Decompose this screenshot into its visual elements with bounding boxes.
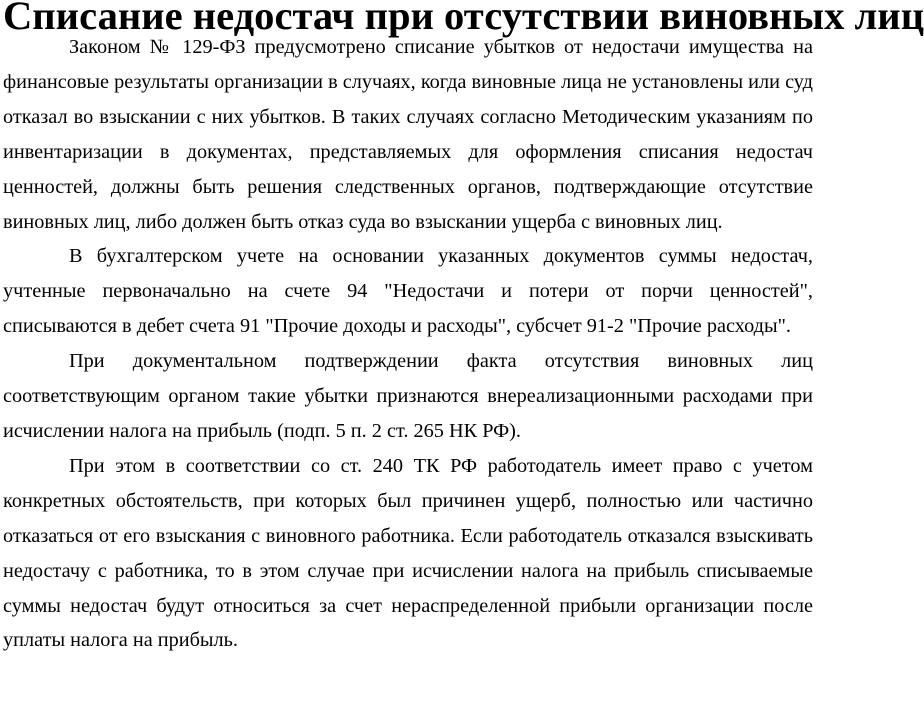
paragraph-tax-expenses: При документальном подтверждении факта отсутствия виновных лиц соответствующим органом такие убытки признаются внереализационными расходами при исчислении налога на прибыль (подп. 5 п. 2 ст. 265 НК РФ). (3, 350, 813, 442)
paragraph-accounting-entries: В бухгалтерском учете на основании указанных документов суммы недостач, учтенные первоначально на счете 94 "Недостачи и потери от порчи ценностей", списываются в дебет счета 91 "Прочие доходы и расходы", субсчет 91-2 "Прочие расходы". (3, 245, 813, 338)
document-title: Списание недостач при отсутствии виновных лиц (3, 0, 924, 38)
document-page (3, 0, 924, 658)
paragraph-write-off-law: Законом № 129-ФЗ предусмотрено списание убытков от недостачи имущества на финансовые результаты организации в случаях, когда виновные лица не установлены или суд отказал во взыскании с них убытков. В таких случаях согласно Методическим указаниям по инвентаризации в документах, представляемых для оформления списания недостач ценностей, должны быть решения следственных органов, подтверждающие отсутствие виновных лиц, либо должен быть отказ суда во взыскании ущерба с виновных лиц. (3, 36, 813, 233)
paragraph-employer-rights: При этом в соответствии со ст. 240 ТК РФ работодатель имеет право с учетом конкретных обстоятельств, при которых был причинен ущерб, полностью или частично отказаться от его взыскания с виновного работника. Если работодатель отказался взыскивать недостачу с работника, то в этом случае при исчислении налога на прибыль списываемые суммы недостач будут относиться за счет нераспределенной прибыли организации после уплаты налога на прибыль. (3, 454, 813, 652)
